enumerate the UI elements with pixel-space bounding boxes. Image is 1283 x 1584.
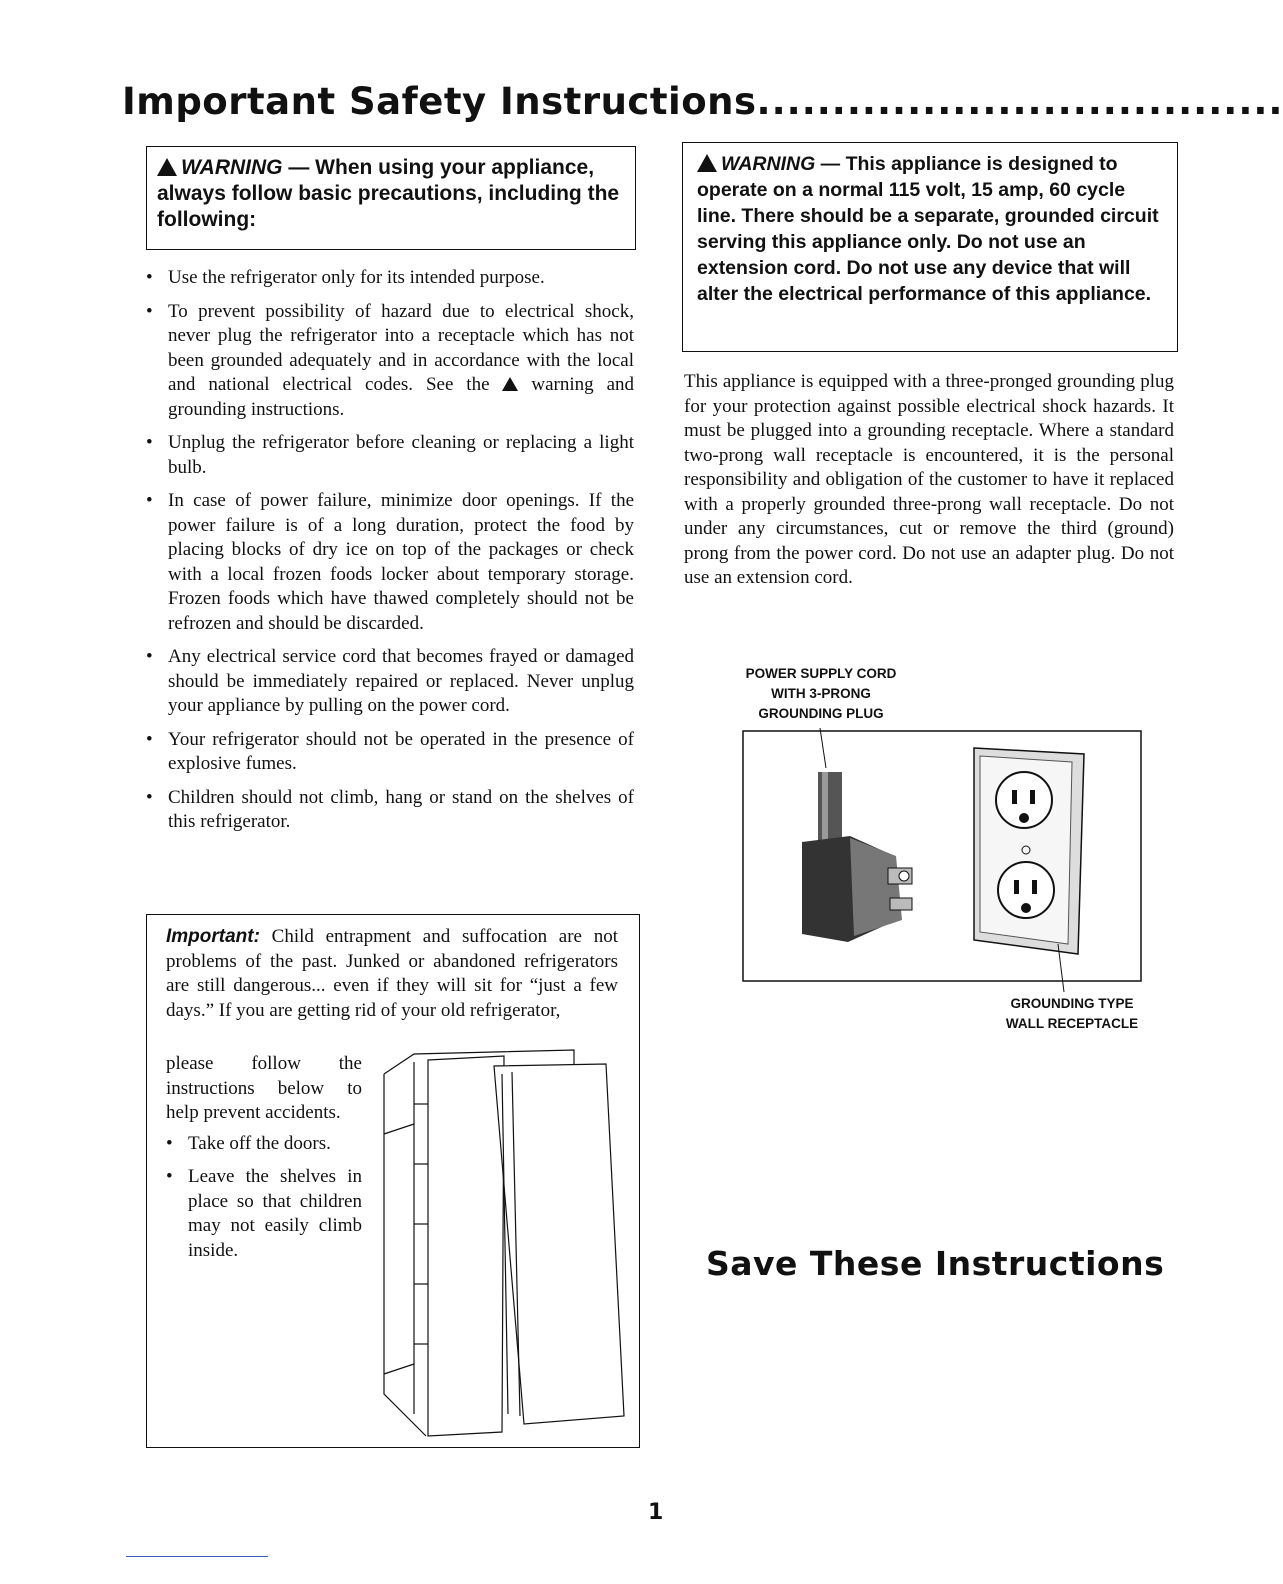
title-leader-dots: ................................... <box>756 80 1283 123</box>
refrigerator-icon <box>384 1050 624 1436</box>
leader-line-plug <box>820 728 826 768</box>
list-item: • Children should not climb, hang or stand on the shelves of this refrigerator. <box>146 786 634 835</box>
warning-keyword: WARNING <box>181 156 283 179</box>
warning-triangle-icon <box>697 154 717 172</box>
wall-receptacle-icon <box>974 748 1084 954</box>
figure-label-plug: POWER SUPPLY CORD WITH 3-PRONG GROUNDING PLUG <box>745 666 897 721</box>
list-item: • Unplug the refrigerator before cleaning or replacing a light bulb. <box>146 431 634 480</box>
list-item: • Your refrigerator should not be operated in the presence of explosive fumes. <box>146 728 634 777</box>
list-item: • In case of power failure, minimize door openings. If the power failure is of a long duration, protect the food by placing blocks of dry ice on top of the packages or check with a local frozen foods locker about temporary storage. Frozen foods which have thawed completely should not be refrozen and should be discarded. <box>146 489 634 636</box>
important-text <box>166 925 618 1023</box>
page-number: 1 <box>648 1500 664 1525</box>
warning-box-left <box>146 146 636 250</box>
important-text-narrow: please follow the instructions below to help prevent accidents. • Take off the doors. • Leave the shelves in place so that children may not easily climb inside. <box>166 1052 362 1272</box>
grounding-paragraph: This appliance is equipped with a three-pronged grounding plug for your protection against possible electrical shock hazards. It must be plugged into a grounding receptacle. Where a standard two-prong wall receptacle is encountered, it is the personal responsibility and obligation of the customer to have it replaced with a properly grounded three-prong wall receptacle. Do not under any circumstances, cut or remove the third (ground) prong from the power cord. Do not use an adapter plug. Do not use an extension cord. <box>684 371 1174 588</box>
list-item: • To prevent possibility of hazard due to electrical shock, never plug the refrigerator into a receptacle which has not been grounded adequately and in accordance with the local and national electrical codes. See the warning and grounding instructions. <box>146 300 634 423</box>
important-body: Child entrapment and suffocation are not problems of the past. Junked or abandoned refrigerators are still dangerous... even if they will sit for “just a few days.” If you are getting rid of your old refrigerator, <box>166 926 618 1021</box>
warning-keyword: WARNING <box>721 153 816 175</box>
page-title-text: Important Safety Instructions <box>122 80 757 123</box>
list-item: • Take off the doors. <box>166 1132 362 1157</box>
warning-right-body: — This appliance is designed to operate on a normal 115 volt, 15 amp, 60 cycle line. There should be a separate, grounded circuit serving this appliance only. Do not use an extension cord. Do not use any device that will alter the electrical performance of this appliance. <box>697 153 1159 305</box>
warning-triangle-icon <box>157 158 177 176</box>
warning-right-text <box>697 151 1165 307</box>
footer-rule <box>126 1556 268 1557</box>
safety-list <box>146 266 634 844</box>
refrigerator-illustration <box>374 1044 634 1440</box>
page-title <box>122 80 1283 123</box>
important-keyword: Important: <box>166 926 260 947</box>
save-instructions-heading: Save These Instructions <box>706 1244 1165 1283</box>
list-item: • Leave the shelves in place so that children may not easily climb inside. <box>166 1165 362 1263</box>
warning-triangle-icon <box>502 377 518 391</box>
plug-cord-icon <box>802 772 912 942</box>
figure-label-receptacle: GROUNDING TYPE WALL RECEPTACLE <box>1005 996 1139 1031</box>
warning-left-text <box>157 155 625 233</box>
list-item: • Use the refrigerator only for its intended purpose. <box>146 266 634 291</box>
list-item: • Any electrical service cord that becomes frayed or damaged should be immediately repaired or replaced. Never unplug your appliance by pulling on the power cord. <box>146 645 634 719</box>
plug-receptacle-figure <box>740 728 1144 984</box>
warning-box-right <box>682 142 1178 352</box>
warning-left-body: — When using your appliance, always follow basic precautions, including the following: <box>157 156 620 231</box>
